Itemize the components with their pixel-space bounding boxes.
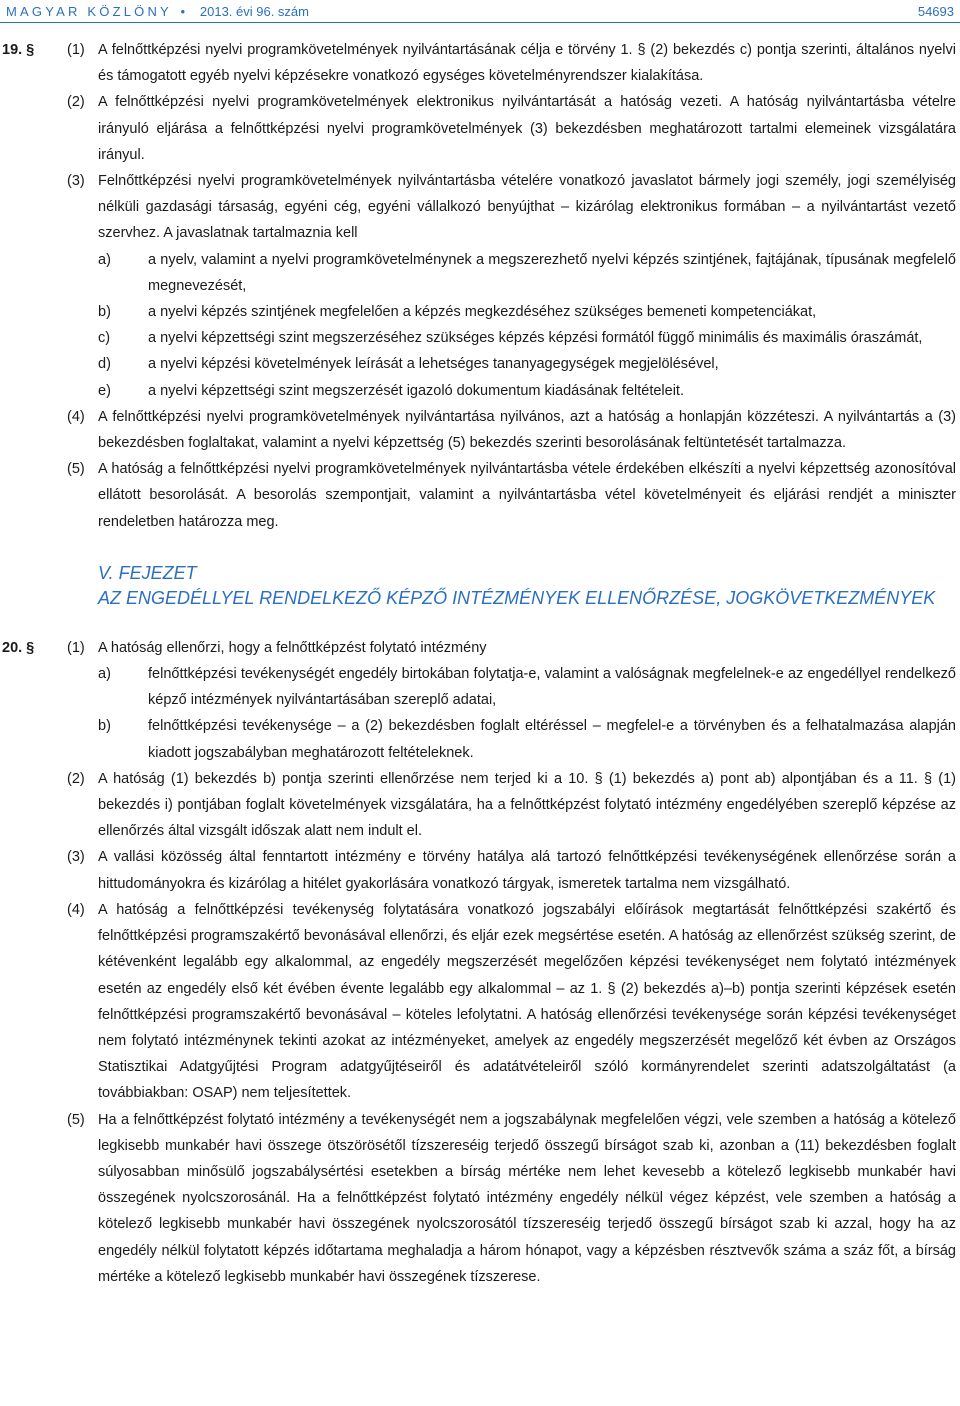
paragraph-number: (1) xyxy=(67,639,85,656)
list-item xyxy=(98,713,956,765)
paragraph-text: Felnőttképzési nyelvi programkövetelmények nyilvántartásba vételére vonatkozó javaslatot bármely jogi személy, jogi személyiség nélküli gazdasági társaság, egyéni cég, egyéni vállalkozó benyújthat – kizárólag elektronikus formában – a nyilvántartást vezető szervhez. A javaslatnak tartalmaznia kell xyxy=(98,173,956,242)
journal-name: MAGYAR KÖZLÖNY xyxy=(6,4,172,19)
item-label: e) xyxy=(98,382,111,399)
section-number: 20. § xyxy=(2,639,35,656)
chapter-number: V. FEJEZET xyxy=(98,562,197,583)
section-20 xyxy=(0,635,960,1290)
issue-label: 2013. évi 96. szám xyxy=(199,4,309,19)
list-item xyxy=(98,299,956,325)
list-item xyxy=(98,325,956,351)
page-header xyxy=(0,0,960,24)
item-text: a nyelvi képzés szintjének megfelelően a képzés megkezdéséhez szükséges bemeneti kompetenciákat, xyxy=(148,304,817,321)
list-item xyxy=(98,247,956,299)
item-label: a) xyxy=(98,251,111,268)
paragraph-number: (2) xyxy=(67,770,85,787)
paragraph-19-4 xyxy=(67,404,956,456)
paragraph-text: A hatóság (1) bekezdés b) pontja szerinti ellenőrzése nem terjed ki a 10. § (1) bekezdés a) pont ab) alpontjában és a 11. § (1) bekezdés i) pontjában foglalt követelmények vizsgálatára, ha a felnőttképzést folytató intézmény engedélyében szereplő képzése az ellenőrzés által vizsgált időszak alatt nem indult el. xyxy=(98,770,956,840)
paragraph-text: A hatóság ellenőrzi, hogy a felnőttképzést folytató intézmény xyxy=(98,639,487,656)
paragraph-number: (2) xyxy=(67,94,85,111)
paragraph-20-3 xyxy=(67,844,956,896)
paragraph-number: (4) xyxy=(67,901,85,918)
paragraph-19-1 xyxy=(67,37,956,89)
chapter-title: AZ ENGEDÉLLYEL RENDELKEZŐ KÉPZŐ INTÉZMÉNYEK ELLENŐRZÉSE, JOGKÖVETKEZMÉNYEK xyxy=(98,587,936,608)
item-label: b) xyxy=(98,718,111,735)
section-19 xyxy=(0,37,960,535)
chapter-heading xyxy=(98,561,960,611)
item-label: c) xyxy=(98,330,111,347)
paragraph-number: (5) xyxy=(67,461,85,478)
header-separator: • xyxy=(180,4,186,19)
item-text: a nyelvi képzettségi szint megszerzését igazoló dokumentum kiadásának feltételeit. xyxy=(148,382,684,399)
paragraph-number: (4) xyxy=(67,408,85,425)
header-divider xyxy=(0,22,960,23)
paragraph-text: A felnőttképzési nyelvi programkövetelmények nyilvántartása nyilvános, azt a hatóság a honlapján közzéteszi. A nyilvántartás a (3) bekezdésben foglaltakat, valamint a nyelvi képzettség (5) bekezdés szerinti besorolásának feltüntetését tartalmazza. xyxy=(98,408,956,452)
list-item xyxy=(98,661,956,713)
paragraph-19-3 xyxy=(67,168,956,404)
section-number: 19. § xyxy=(2,42,35,58)
item-label: a) xyxy=(98,666,111,683)
item-text: felnőttképzési tevékenységét engedély birtokában folytatja-e, valamint a valóságnak megfelelnek-e az engedéllyel rendelkező képző intézmények nyilvántartásában szereplő adatai, xyxy=(148,666,956,709)
paragraph-number: (1) xyxy=(67,42,85,58)
item-label: b) xyxy=(98,304,111,321)
item-text: felnőttképzési tevékenysége – a (2) bekezdésben foglalt eltéréssel – megfelel-e a törvényben és a felhatalmazása alapján kiadott jogszabályban meghatározott feltételeknek. xyxy=(148,718,956,761)
paragraph-text: A vallási közösség által fenntartott intézmény e törvény hatálya alá tartozó felnőttképzési tevékenységének ellenőrzése során a hittudományokra és kizárólag a hitélet gyakorlására vonatkozó tárgyak, ismeretek tartalma nem vizsgálható. xyxy=(98,849,956,892)
paragraph-text: A hatóság a felnőttképzési nyelvi programkövetelmények nyilvántartásba vétele érdekében elkészíti a nyelvi képzettség azonosítóval ellátott besorolását. A besorolás szempontjait, valamint a nyilvántartásba vétel követelményeit és eljárási rendjét a miniszter rendeletben határozza meg. xyxy=(98,461,956,530)
document-body xyxy=(0,37,960,1290)
paragraph-number: (5) xyxy=(67,1111,85,1128)
item-label: d) xyxy=(98,356,111,373)
journal-header xyxy=(6,4,309,19)
paragraph-text: A felnőttképzési nyelvi programkövetelmények nyilvántartásának célja e törvény 1. § (2) bekezdés c) pontja szerinti, általános nyelvi és támogatott egyéb nyelvi képzésekre vonatkozó egységes követelményrendszer kialakítása. xyxy=(98,42,956,85)
item-text: a nyelvi képzettségi szint megszerzéséhez szükséges képzés képzési formától függő minimális és maximális óraszámát, xyxy=(148,330,923,347)
paragraph-number: (3) xyxy=(67,849,85,866)
item-text: a nyelv, valamint a nyelvi programkövetelménynek a megszerezhető nyelvi képzés szintjének, fajtájának, típusának megfelelő megnevezését, xyxy=(148,251,956,294)
list-item xyxy=(98,351,956,377)
paragraph-20-4 xyxy=(67,897,956,1107)
paragraph-text: A hatóság a felnőttképzési tevékenység folytatására vonatkozó jogszabályi előírások megtartását felnőttképzési szakértő és felnőttképzési programszakértő bevonásával ellenőrzi, és eljár ezek megsértése esetén. A hatóság az ellenőrzést szükség szerint, de kétévenként legalább egy alkalommal, az engedély megszerzését megelőzően képzési tevékenységet nem folytató intézmények esetén az engedély első két évében évente legalább egy alkalommal – az 1. § (2) bekezdés a)–b) pontja szerinti képzések esetén felnőttképzési programszakértő bevonásával – köteles lefolytatni. A hatóság ellenőrzési tevékenysége során képzési tevékenységet nem folytató intézménynek tekinti azokat az intézményeket, amelyek az engedély megszerzését megelőző két évben az Országos Statisztikai Adatgyűjtési Program adatgyűjtéseiről és adatátvételeiről szóló kormányrendelet szerinti adatszolgáltatást (a továbbiakban: OSAP) nem teljesítettek. xyxy=(98,901,956,1102)
paragraph-19-5 xyxy=(67,456,956,535)
paragraph-20-5 xyxy=(67,1107,956,1290)
list-item xyxy=(98,378,956,404)
paragraph-number: (3) xyxy=(67,173,85,190)
paragraph-19-2 xyxy=(67,89,956,168)
paragraph-20-2 xyxy=(67,766,956,845)
item-text: a nyelvi képzési követelmények leírását a lehetséges tananyagegységek megjelölésével, xyxy=(148,356,719,373)
paragraph-text: Ha a felnőttképzést folytató intézmény a tevékenységét nem a jogszabálynak megfelelően végzi, vele szemben a hatóság a kötelező legkisebb munkabér havi összege ötszörösétől tízszereséig terjedő összegű bírságot szab ki, azonban a (11) bekezdésben foglalt súlyosabban minősülő jogszabálysértési esetekben a bírság mértéke nem lehet kevesebb a kötelező legkisebb munkabér havi összegének nyolcszorosánál. Ha a felnőttképzést folytató intézmény engedély nélkül végez képzést, vele szemben a hatóság a kötelező legkisebb munkabér havi összegének nyolcszorosától tízszereséig terjedő összegű bírságot szab ki azzal, hogy ha az engedély nélkül folytatott képzés időtartama meghaladja a három hónapot, vagy a képzésben résztvevők száma a száz főt, a bírság mértéke a kötelező legkisebb munkabér havi összegének tízszerese. xyxy=(98,1111,956,1285)
paragraph-text: A felnőttképzési nyelvi programkövetelmények elektronikus nyilvántartását a hatóság vezeti. A hatóság nyilvántartásba vételre irányuló eljárása a felnőttképzési nyelvi programkövetelmények (3) bekezdésben meghatározott tartalmi elemeinek vizsgálatára irányul. xyxy=(98,94,956,163)
page-number: 54693 xyxy=(917,4,954,19)
paragraph-20-1 xyxy=(67,635,956,766)
